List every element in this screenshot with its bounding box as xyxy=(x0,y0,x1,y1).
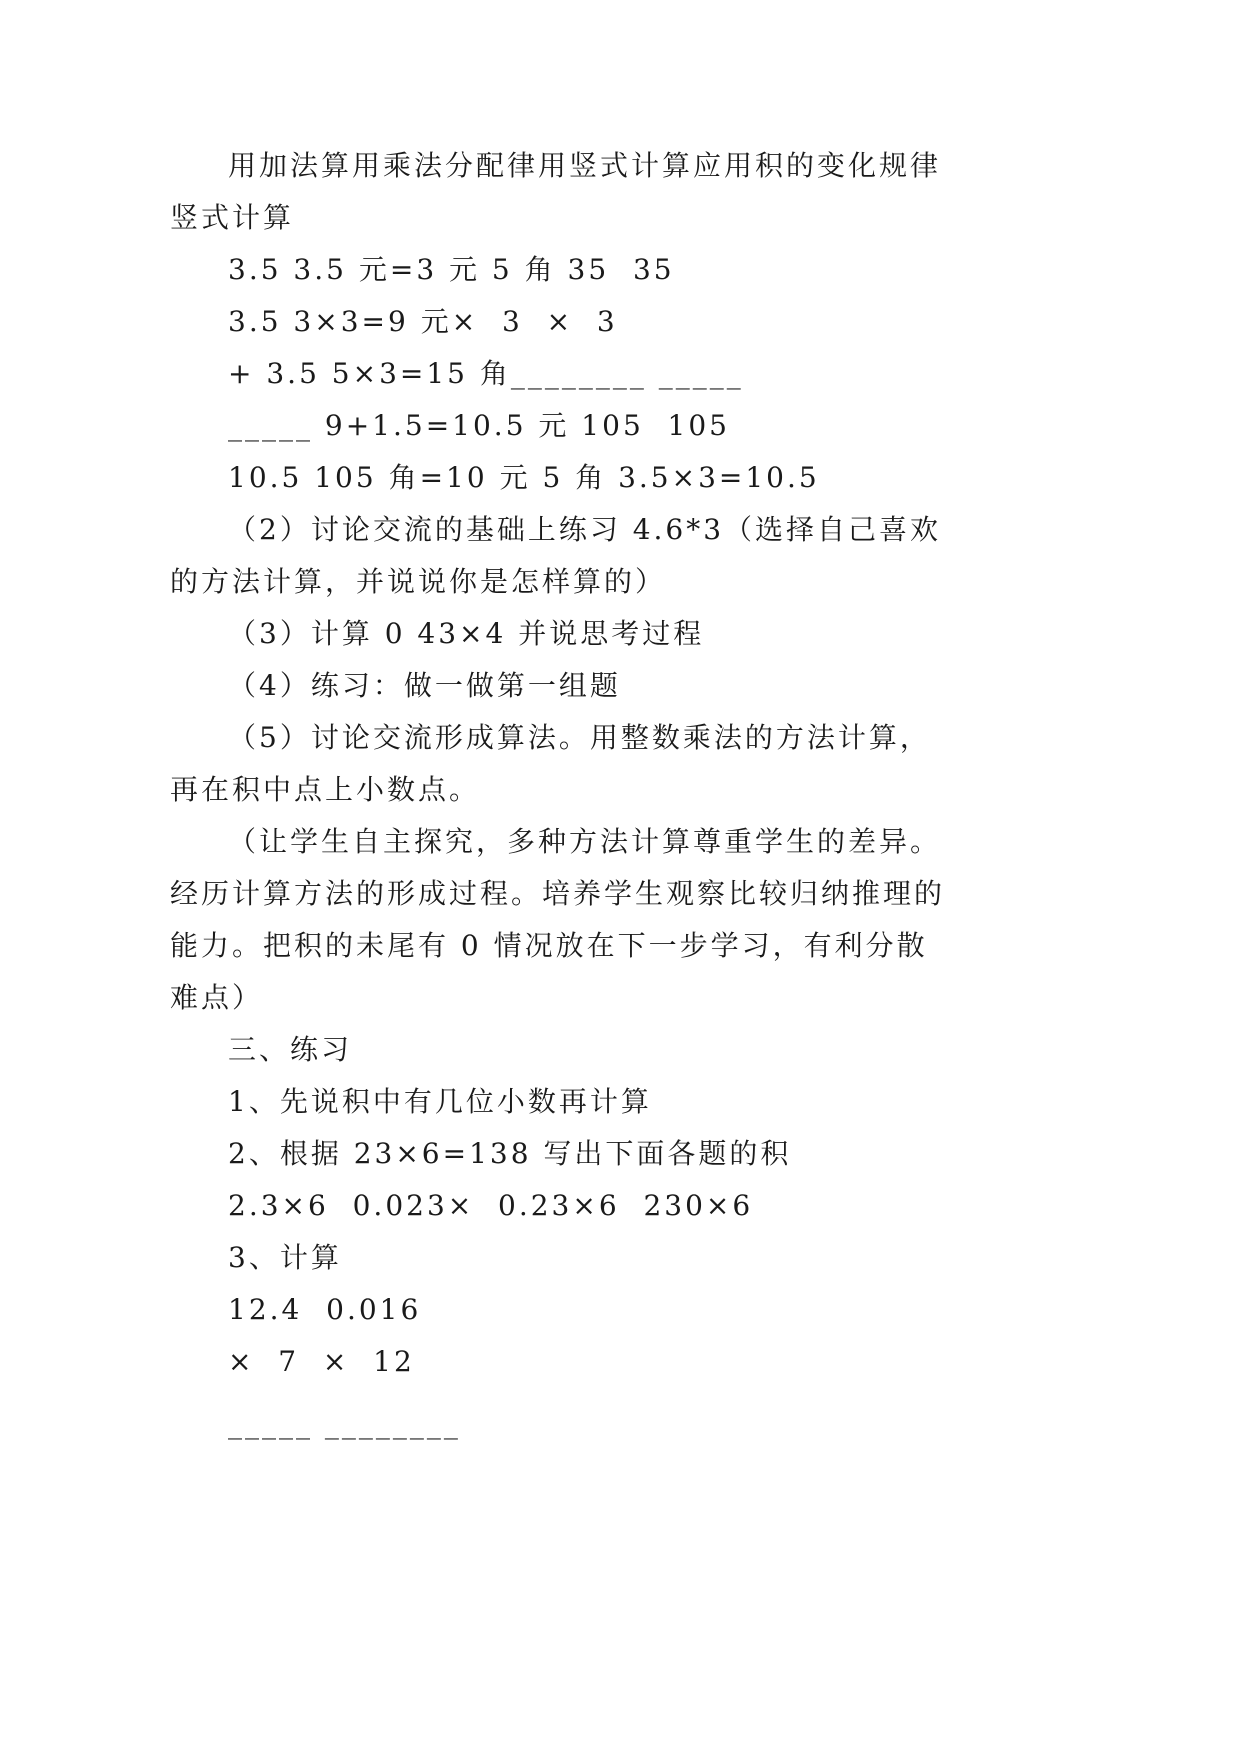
exercise-2: 2、根据 23×6=138 写出下面各题的积 xyxy=(228,1137,792,1170)
exercise-3-row-1: 12.4 0.016 xyxy=(228,1293,422,1326)
step-5-paragraph: （5）讨论交流形成算法。用整数乘法的方法计算，再在积中点上小数点。 xyxy=(170,721,931,806)
methods-line: 用加法算用乘法分配律用竖式计算应用积的变化规律竖式计算 xyxy=(170,149,942,234)
exercise-3: 3、计算 xyxy=(228,1241,342,1274)
calc-row-2: 3.5 3×3=9 元× 3 × 3 xyxy=(228,305,618,338)
calc-row-1: 3.5 3.5 元=3 元 5 角 35 35 xyxy=(228,253,675,286)
exercise-1: 1、先说积中有几位小数再计算 xyxy=(228,1085,652,1118)
calc-row-4: _____ 9+1.5=10.5 元 105 105 xyxy=(228,409,730,442)
exercise-3-rule: _____ ________ xyxy=(228,1407,461,1440)
section-heading-practice: 三、练习 xyxy=(228,1033,353,1066)
calc-row-3: + 3.5 5×3=15 角________ _____ xyxy=(228,357,744,390)
step-3-paragraph: （3）计算 0 43×4 并说思考过程 xyxy=(228,617,705,650)
design-note-paragraph: （让学生自主探究，多种方法计算尊重学生的差异。经历计算方法的形成过程。培养学生观察比较归纳推理的能力。把积的未尾有 0 情况放在下一步学习，有利分散难点） xyxy=(170,825,946,1014)
exercise-2-items: 2.3×6 0.023× 0.23×6 230×6 xyxy=(228,1189,754,1222)
calc-row-5: 10.5 105 角=10 元 5 角 3.5×3=10.5 xyxy=(228,461,820,494)
exercise-3-row-2: × 7 × 12 xyxy=(228,1345,415,1378)
step-4-paragraph: （4）练习：做一做第一组题 xyxy=(228,669,621,702)
document-body xyxy=(170,140,950,1450)
step-2-paragraph: （2）讨论交流的基础上练习 4.6*3（选择自己喜欢的方法计算，并说说你是怎样算的） xyxy=(170,513,942,598)
